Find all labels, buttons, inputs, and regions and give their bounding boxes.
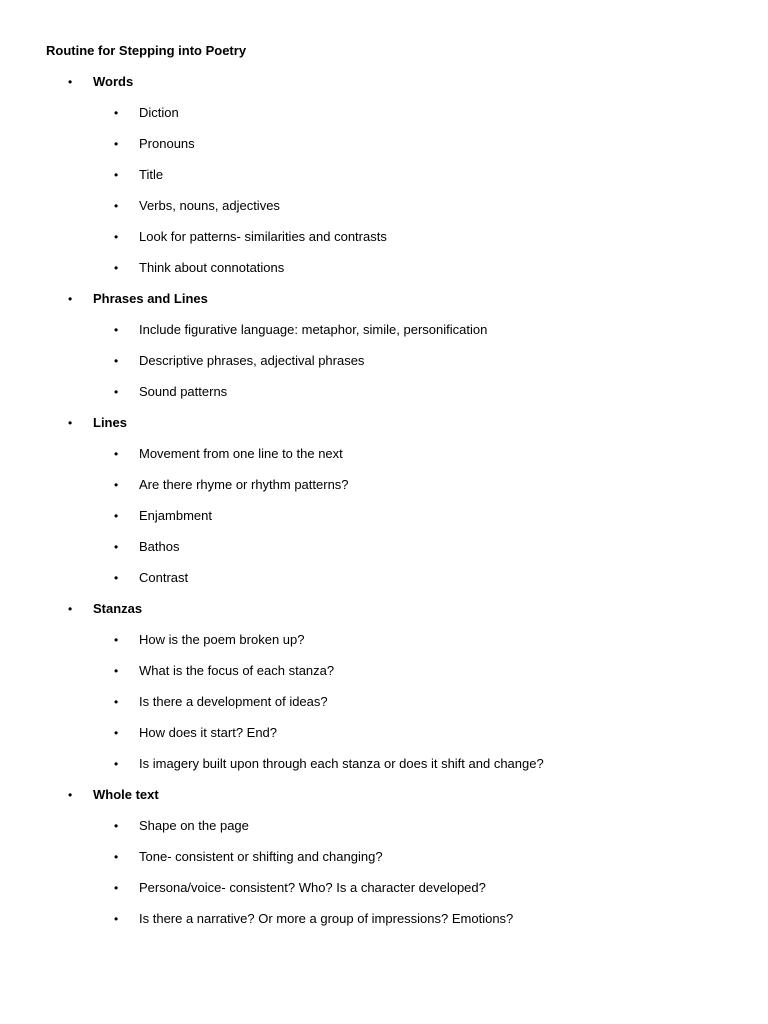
bullet-icon: • xyxy=(114,199,119,213)
list-item xyxy=(0,632,768,663)
list-item-text: How is the poem broken up? xyxy=(139,632,305,647)
list-item-text: Descriptive phrases, adjectival phrases xyxy=(139,353,365,368)
bullet-icon: • xyxy=(114,230,119,244)
bullet-icon: • xyxy=(114,447,119,461)
list-item xyxy=(0,384,768,415)
list-item xyxy=(0,570,768,601)
bullet-icon: • xyxy=(114,168,119,182)
bullet-icon: • xyxy=(114,106,119,120)
list-item-text: Enjambment xyxy=(139,508,212,523)
section-heading-row xyxy=(0,74,768,105)
list-item xyxy=(0,229,768,260)
list-item-text: Shape on the page xyxy=(139,818,249,833)
bullet-icon: • xyxy=(114,819,119,833)
list-item xyxy=(0,818,768,849)
bullet-icon: • xyxy=(68,788,73,802)
list-item xyxy=(0,167,768,198)
list-item xyxy=(0,353,768,384)
list-item-text: Sound patterns xyxy=(139,384,228,399)
list-item-text: Verbs, nouns, adjectives xyxy=(139,198,280,213)
list-item xyxy=(0,849,768,880)
list-item-text: Think about connotations xyxy=(139,260,285,275)
section-heading: Phrases and Lines xyxy=(93,291,208,306)
bullet-icon: • xyxy=(114,757,119,771)
list-item-text: Persona/voice- consistent? Who? Is a character developed? xyxy=(139,880,486,895)
bullet-icon: • xyxy=(114,726,119,740)
list-item-text: Is there a narrative? Or more a group of impressions? Emotions? xyxy=(139,911,514,926)
section-heading-row xyxy=(0,787,768,818)
section-heading-row xyxy=(0,601,768,632)
list-item xyxy=(0,911,768,942)
list-item-text: Is there a development of ideas? xyxy=(139,694,328,709)
list-item xyxy=(0,508,768,539)
section-heading-row xyxy=(0,291,768,322)
list-item-text: Contrast xyxy=(139,570,189,585)
bullet-icon: • xyxy=(68,416,73,430)
list-item xyxy=(0,260,768,291)
bullet-icon: • xyxy=(114,137,119,151)
list-item xyxy=(0,446,768,477)
outline-list xyxy=(0,74,768,942)
section-heading-row xyxy=(0,415,768,446)
bullet-icon: • xyxy=(114,912,119,926)
bullet-icon: • xyxy=(114,881,119,895)
list-item xyxy=(0,136,768,167)
list-item-text: Tone- consistent or shifting and changing? xyxy=(139,849,383,864)
list-item xyxy=(0,198,768,229)
list-item-text: Title xyxy=(139,167,164,182)
bullet-icon: • xyxy=(114,695,119,709)
list-item xyxy=(0,694,768,725)
bullet-icon: • xyxy=(114,354,119,368)
section-heading: Stanzas xyxy=(93,601,143,616)
list-item-text: Look for patterns- similarities and contrasts xyxy=(139,229,387,244)
list-item xyxy=(0,756,768,787)
section-heading: Words xyxy=(93,74,134,89)
bullet-icon: • xyxy=(114,540,119,554)
list-item-text: What is the focus of each stanza? xyxy=(139,663,335,678)
bullet-icon: • xyxy=(68,292,73,306)
list-item xyxy=(0,539,768,570)
list-item xyxy=(0,105,768,136)
list-item-text: How does it start? End? xyxy=(139,725,278,740)
bullet-icon: • xyxy=(114,385,119,399)
section-heading: Lines xyxy=(93,415,127,430)
list-item xyxy=(0,663,768,694)
page-title: Routine for Stepping into Poetry xyxy=(46,43,247,58)
list-item-text: Pronouns xyxy=(139,136,195,151)
list-item-text: Are there rhyme or rhythm patterns? xyxy=(139,477,349,492)
list-item-text: Movement from one line to the next xyxy=(139,446,343,461)
list-item-text: Is imagery built upon through each stanza or does it shift and change? xyxy=(139,756,544,771)
bullet-icon: • xyxy=(114,261,119,275)
bullet-icon: • xyxy=(68,602,73,616)
list-item xyxy=(0,477,768,508)
bullet-icon: • xyxy=(114,571,119,585)
bullet-icon: • xyxy=(114,478,119,492)
bullet-icon: • xyxy=(114,664,119,678)
list-item-text: Bathos xyxy=(139,539,180,554)
list-item xyxy=(0,725,768,756)
bullet-icon: • xyxy=(114,850,119,864)
bullet-icon: • xyxy=(114,633,119,647)
bullet-icon: • xyxy=(114,323,119,337)
bullet-icon: • xyxy=(114,509,119,523)
bullet-icon: • xyxy=(68,75,73,89)
list-item xyxy=(0,880,768,911)
list-item-text: Include figurative language: metaphor, simile, personification xyxy=(139,322,488,337)
list-item xyxy=(0,322,768,353)
section-heading: Whole text xyxy=(93,787,159,802)
list-item-text: Diction xyxy=(139,105,179,120)
